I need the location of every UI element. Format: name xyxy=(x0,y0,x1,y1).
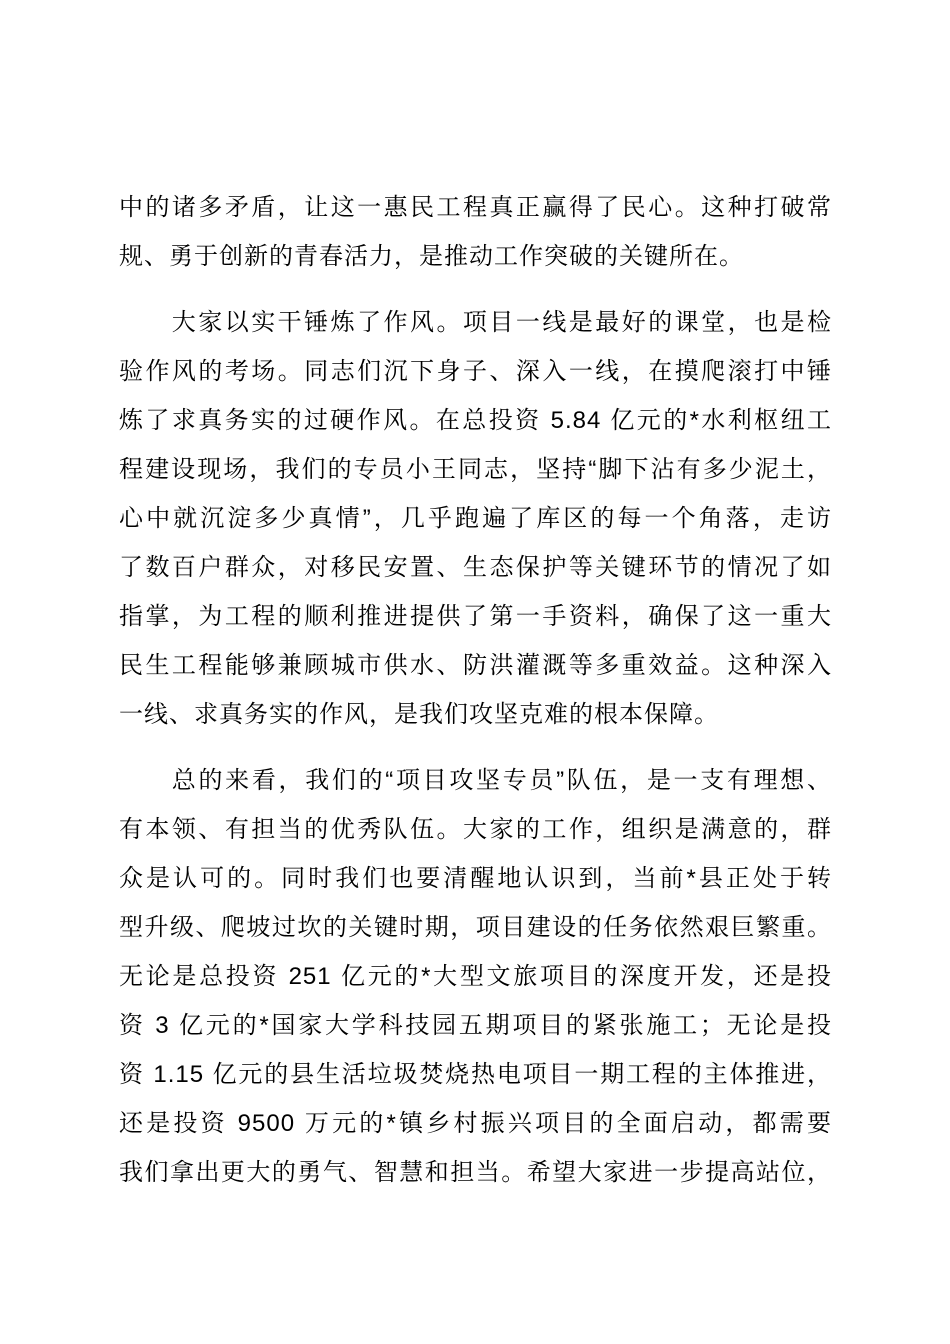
text-line: 中的诸多矛盾，让这一惠民工程真正赢得了民心。这种打破常 xyxy=(119,194,832,221)
paragraph xyxy=(119,298,832,739)
text-line: 有本领、有担当的优秀队伍。大家的工作，组织是满意的，群 xyxy=(119,816,832,843)
text-line: 规、勇于创新的青春活力，是推动工作突破的关键所在。 xyxy=(119,243,744,270)
text-line: 资 3 亿元的*国家大学科技园五期项目的紧张施工；无论是投 xyxy=(119,1012,832,1039)
text-line: 民生工程能够兼顾城市供水、防洪灌溉等多重效益。这种深入 xyxy=(119,652,832,679)
text-line: 型升级、爬坡过坎的关键时期，项目建设的任务依然艰巨繁重。 xyxy=(119,914,832,941)
text-line: 资 1.15 亿元的县生活垃圾焚烧热电项目一期工程的主体推进， xyxy=(119,1061,832,1088)
text-block xyxy=(119,183,832,1197)
text-line: 还是投资 9500 万元的*镇乡村振兴项目的全面启动，都需要 xyxy=(119,1110,832,1137)
text-line: 验作风的考场。同志们沉下身子、深入一线，在摸爬滚打中锤 xyxy=(119,358,832,385)
text-line: 一线、求真务实的作风，是我们攻坚克难的根本保障。 xyxy=(119,701,719,728)
paragraph xyxy=(119,756,832,1197)
text-line: 众是认可的。同时我们也要清醒地认识到，当前*县正处于转 xyxy=(119,865,832,892)
text-line: 无论是总投资 251 亿元的*大型文旅项目的深度开发，还是投 xyxy=(119,963,832,990)
text-line: 程建设现场，我们的专员小王同志，坚持“脚下沾有多少泥土， xyxy=(119,456,832,483)
text-line: 炼了求真务实的过硬作风。在总投资 5.84 亿元的*水利枢纽工 xyxy=(119,407,832,434)
text-line: 了数百户群众，对移民安置、生态保护等关键环节的情况了如 xyxy=(119,554,832,581)
text-line: 指掌，为工程的顺利推进提供了第一手资料，确保了这一重大 xyxy=(119,603,832,630)
text-line: 大家以实干锤炼了作风。项目一线是最好的课堂，也是检 xyxy=(171,309,832,336)
text-line: 我们拿出更大的勇气、智慧和担当。希望大家进一步提高站位， xyxy=(119,1159,832,1186)
paragraph xyxy=(119,183,832,281)
text-line: 总的来看，我们的“项目攻坚专员”队伍，是一支有理想、 xyxy=(171,767,832,794)
text-line: 心中就沉淀多少真情”，几乎跑遍了库区的每一个角落，走访 xyxy=(119,505,832,532)
